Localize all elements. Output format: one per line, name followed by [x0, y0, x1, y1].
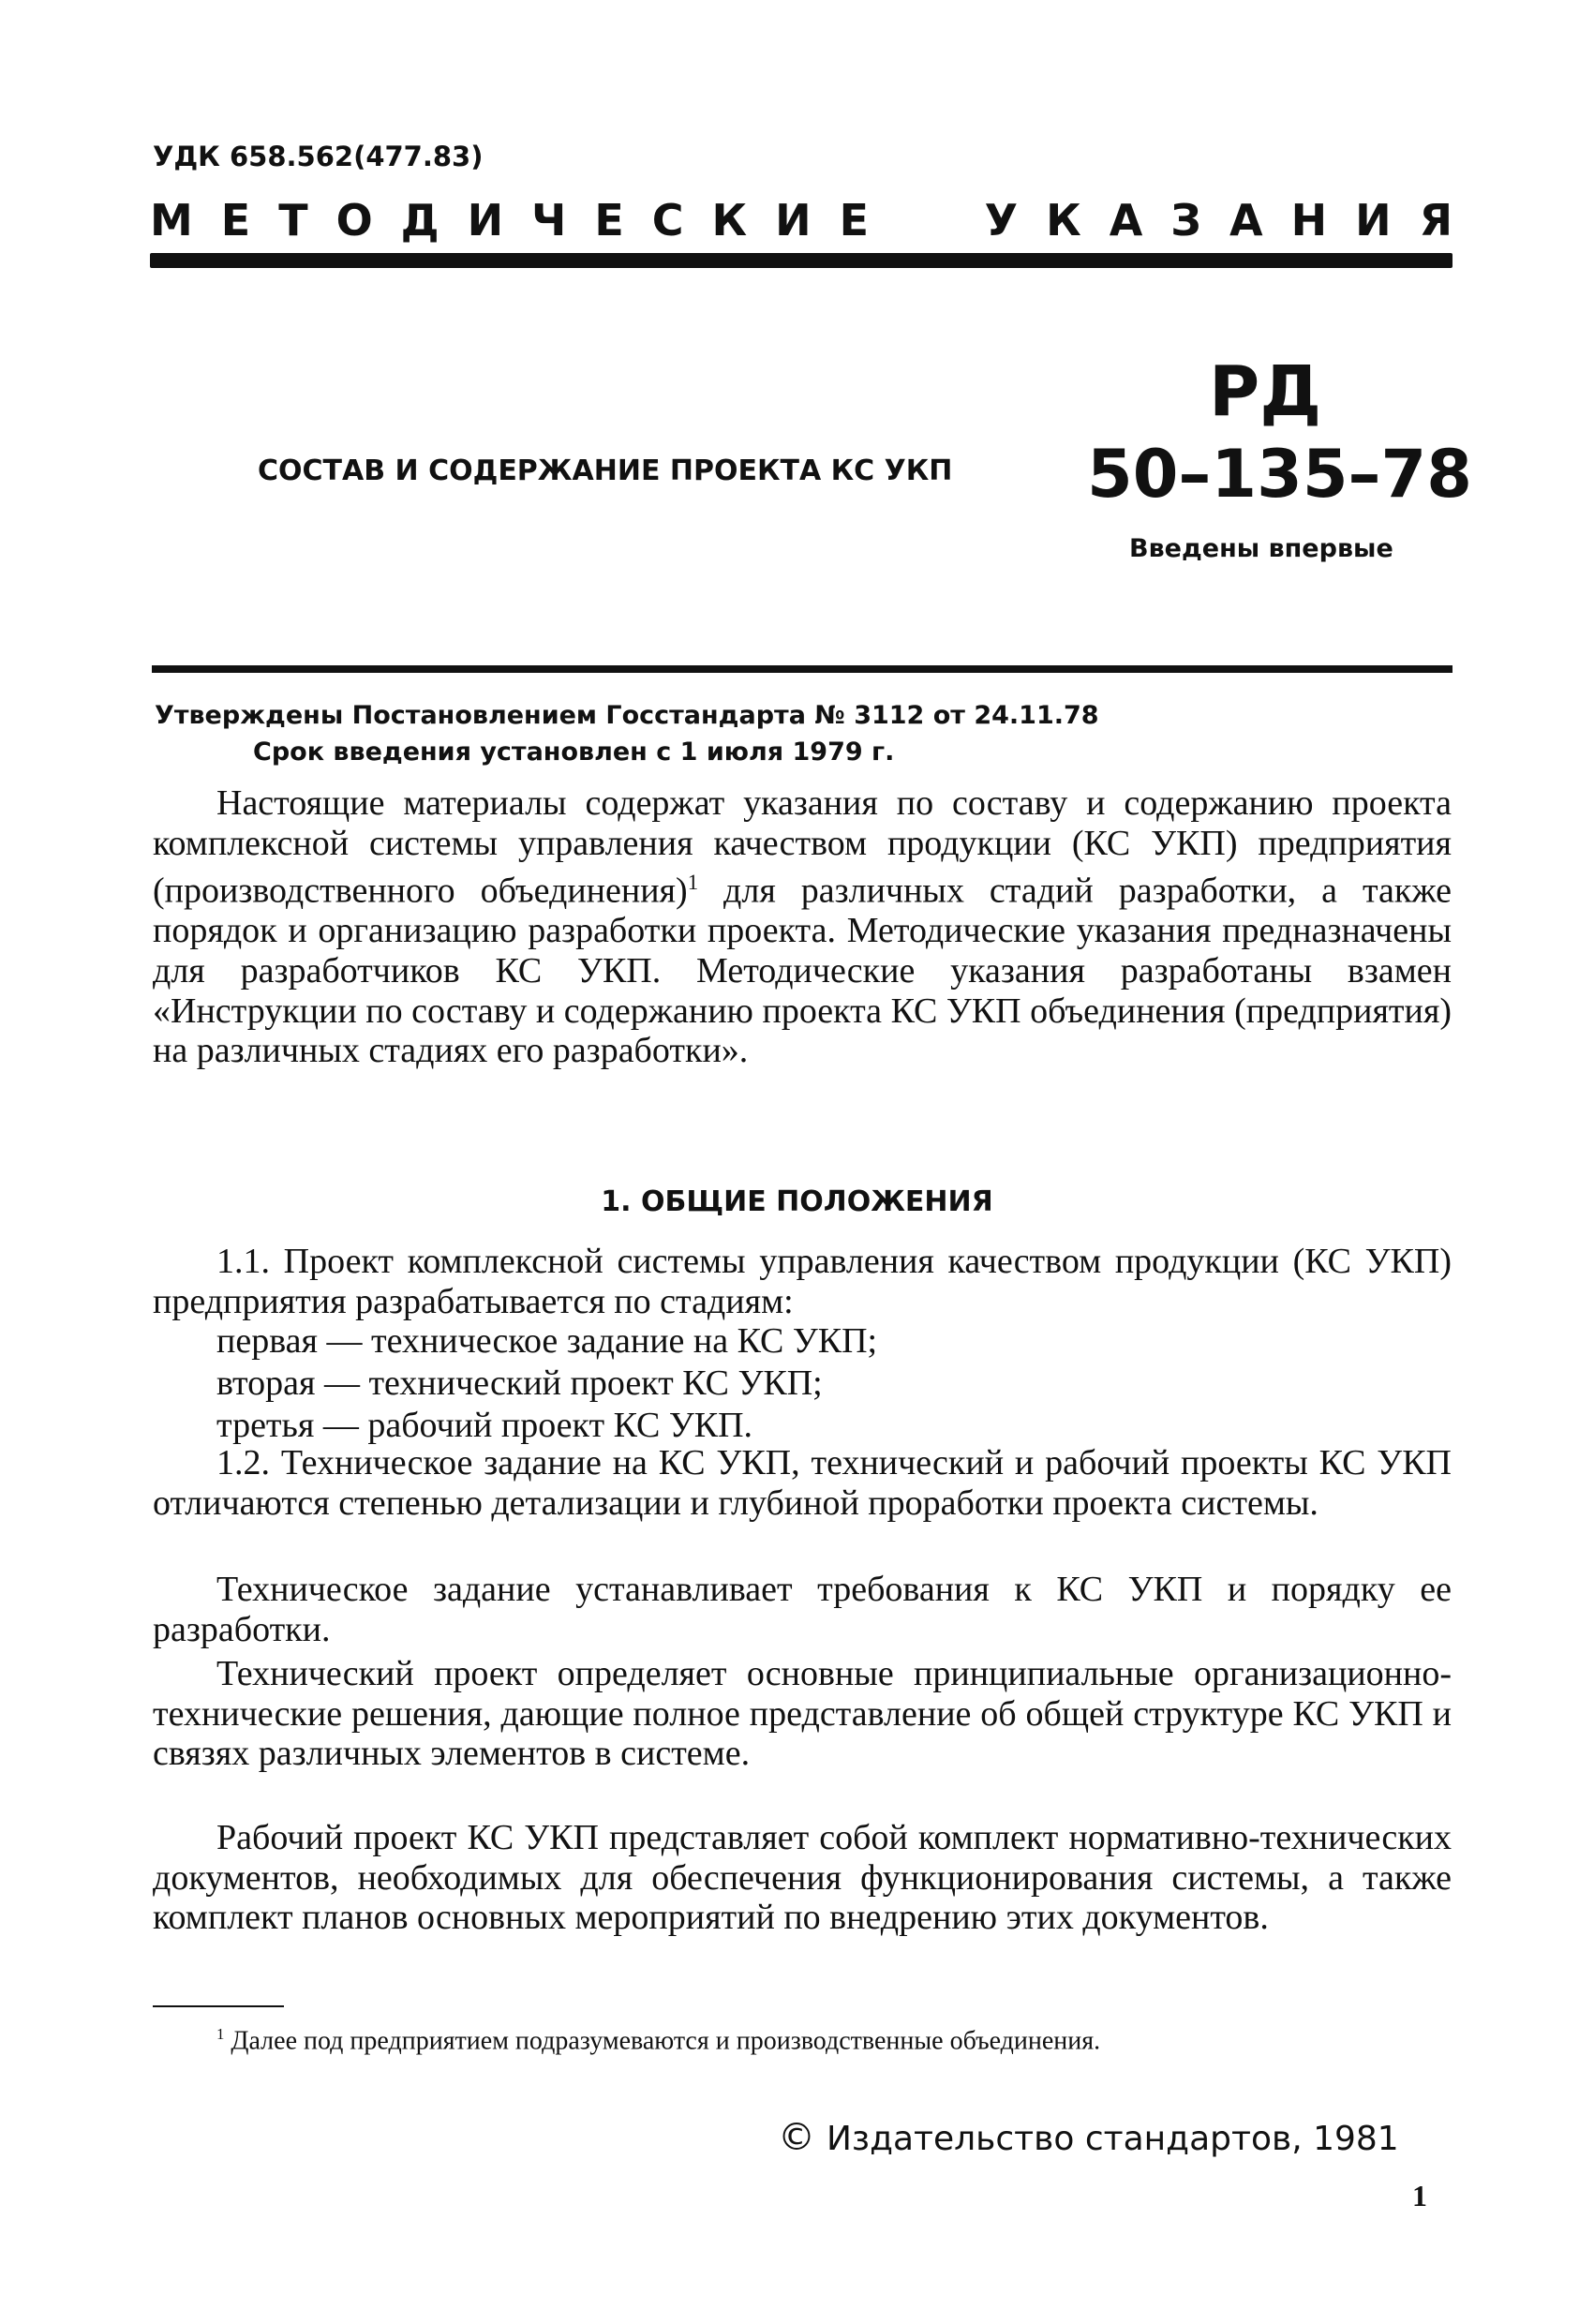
introduction-status: Введены впервые: [1129, 534, 1393, 563]
series-word-1: МЕТОДИЧЕСКИЕ: [150, 195, 898, 246]
stage-item-1: первая — техническое задание на КС УКП;: [216, 1321, 878, 1361]
copyright: [778, 2116, 1399, 2159]
intro-text-start: Настоящие материалы содержат указания по составу и содержанию проекта комплексной системы управления качеством продукции (КС УКП) предприятия (производственного объединения): [153, 783, 1452, 911]
stage-item-3: третья — рабочий проект КС УКП.: [216, 1406, 753, 1445]
paragraph-working-project: Рабочий проект КС УКП представляет собой комплект нормативно-технических документов, необходимых для обеспечения функционирования системы, а также комплект планов основных мероприятий по внедрению этих документов.: [153, 1818, 1452, 1938]
series-title: [150, 195, 1481, 251]
effective-date-line: Срок введения установлен с 1 июля 1979 г.: [253, 737, 895, 767]
stage-item-2: вторая — технический проект КС УКП;: [216, 1363, 823, 1403]
series-word-2: УКАЗАНИЯ: [984, 195, 1481, 246]
footnote-rule: [153, 2005, 284, 2007]
paragraph-1-1: 1.1. Проект комплексной системы управления качеством продукции (КС УКП) предприятия разрабатывается по стадиям:: [153, 1242, 1452, 1321]
footnote-text: Далее под предприятием подразумеваются и производственные объединения.: [224, 2026, 1101, 2056]
section-heading: 1. ОБЩИЕ ПОЛОЖЕНИЯ: [601, 1185, 993, 1218]
approval-line: Утверждены Постановлением Госстандарта № 3112 от 24.11.78: [155, 701, 1099, 730]
footnote: [153, 2019, 1452, 2056]
page-number: 1: [1412, 2179, 1427, 2212]
copyright-icon: ©: [778, 2116, 815, 2159]
paragraph-technical-task: Техническое задание устанавливает требования к КС УКП и порядку ее разработки.: [153, 1570, 1452, 1649]
udc-code: УДК 658.562(477.83): [153, 141, 484, 172]
intro-paragraph: [153, 783, 1452, 1071]
title-rule: [152, 665, 1452, 673]
footnote-reference: 1: [687, 871, 699, 895]
footnote-mark: 1: [216, 2025, 225, 2043]
copyright-text: Издательство стандартов, 1981: [827, 2120, 1399, 2158]
document-title: СОСТАВ И СОДЕРЖАНИЕ ПРОЕКТА КС УКП: [258, 454, 953, 487]
paragraph-1-2: 1.2. Техническое задание на КС УКП, технический и рабочий проекты КС УКП отличаются степенью детализации и глубиной проработки проекта системы.: [153, 1443, 1452, 1523]
paragraph-technical-project: Технический проект определяет основные принципиальные организационно-технические решения, дающие полное представление об общей структуре КС УКП и связях различных элементов в системе.: [153, 1654, 1452, 1774]
intro-text-end: для различных стадий разработки, а также порядок и организацию разработки проекта. Методические указания предназначены для разработчиков КС УКП. Методические указания разработаны взамен «Инструкции по составу и содержанию проекта КС УКП объединения (предприятия) на различных стадиях его разработки».: [153, 871, 1452, 1071]
rd-label: РД: [1209, 351, 1322, 432]
rd-number: 50–135–78: [1087, 436, 1472, 513]
header-rule: [150, 253, 1452, 268]
